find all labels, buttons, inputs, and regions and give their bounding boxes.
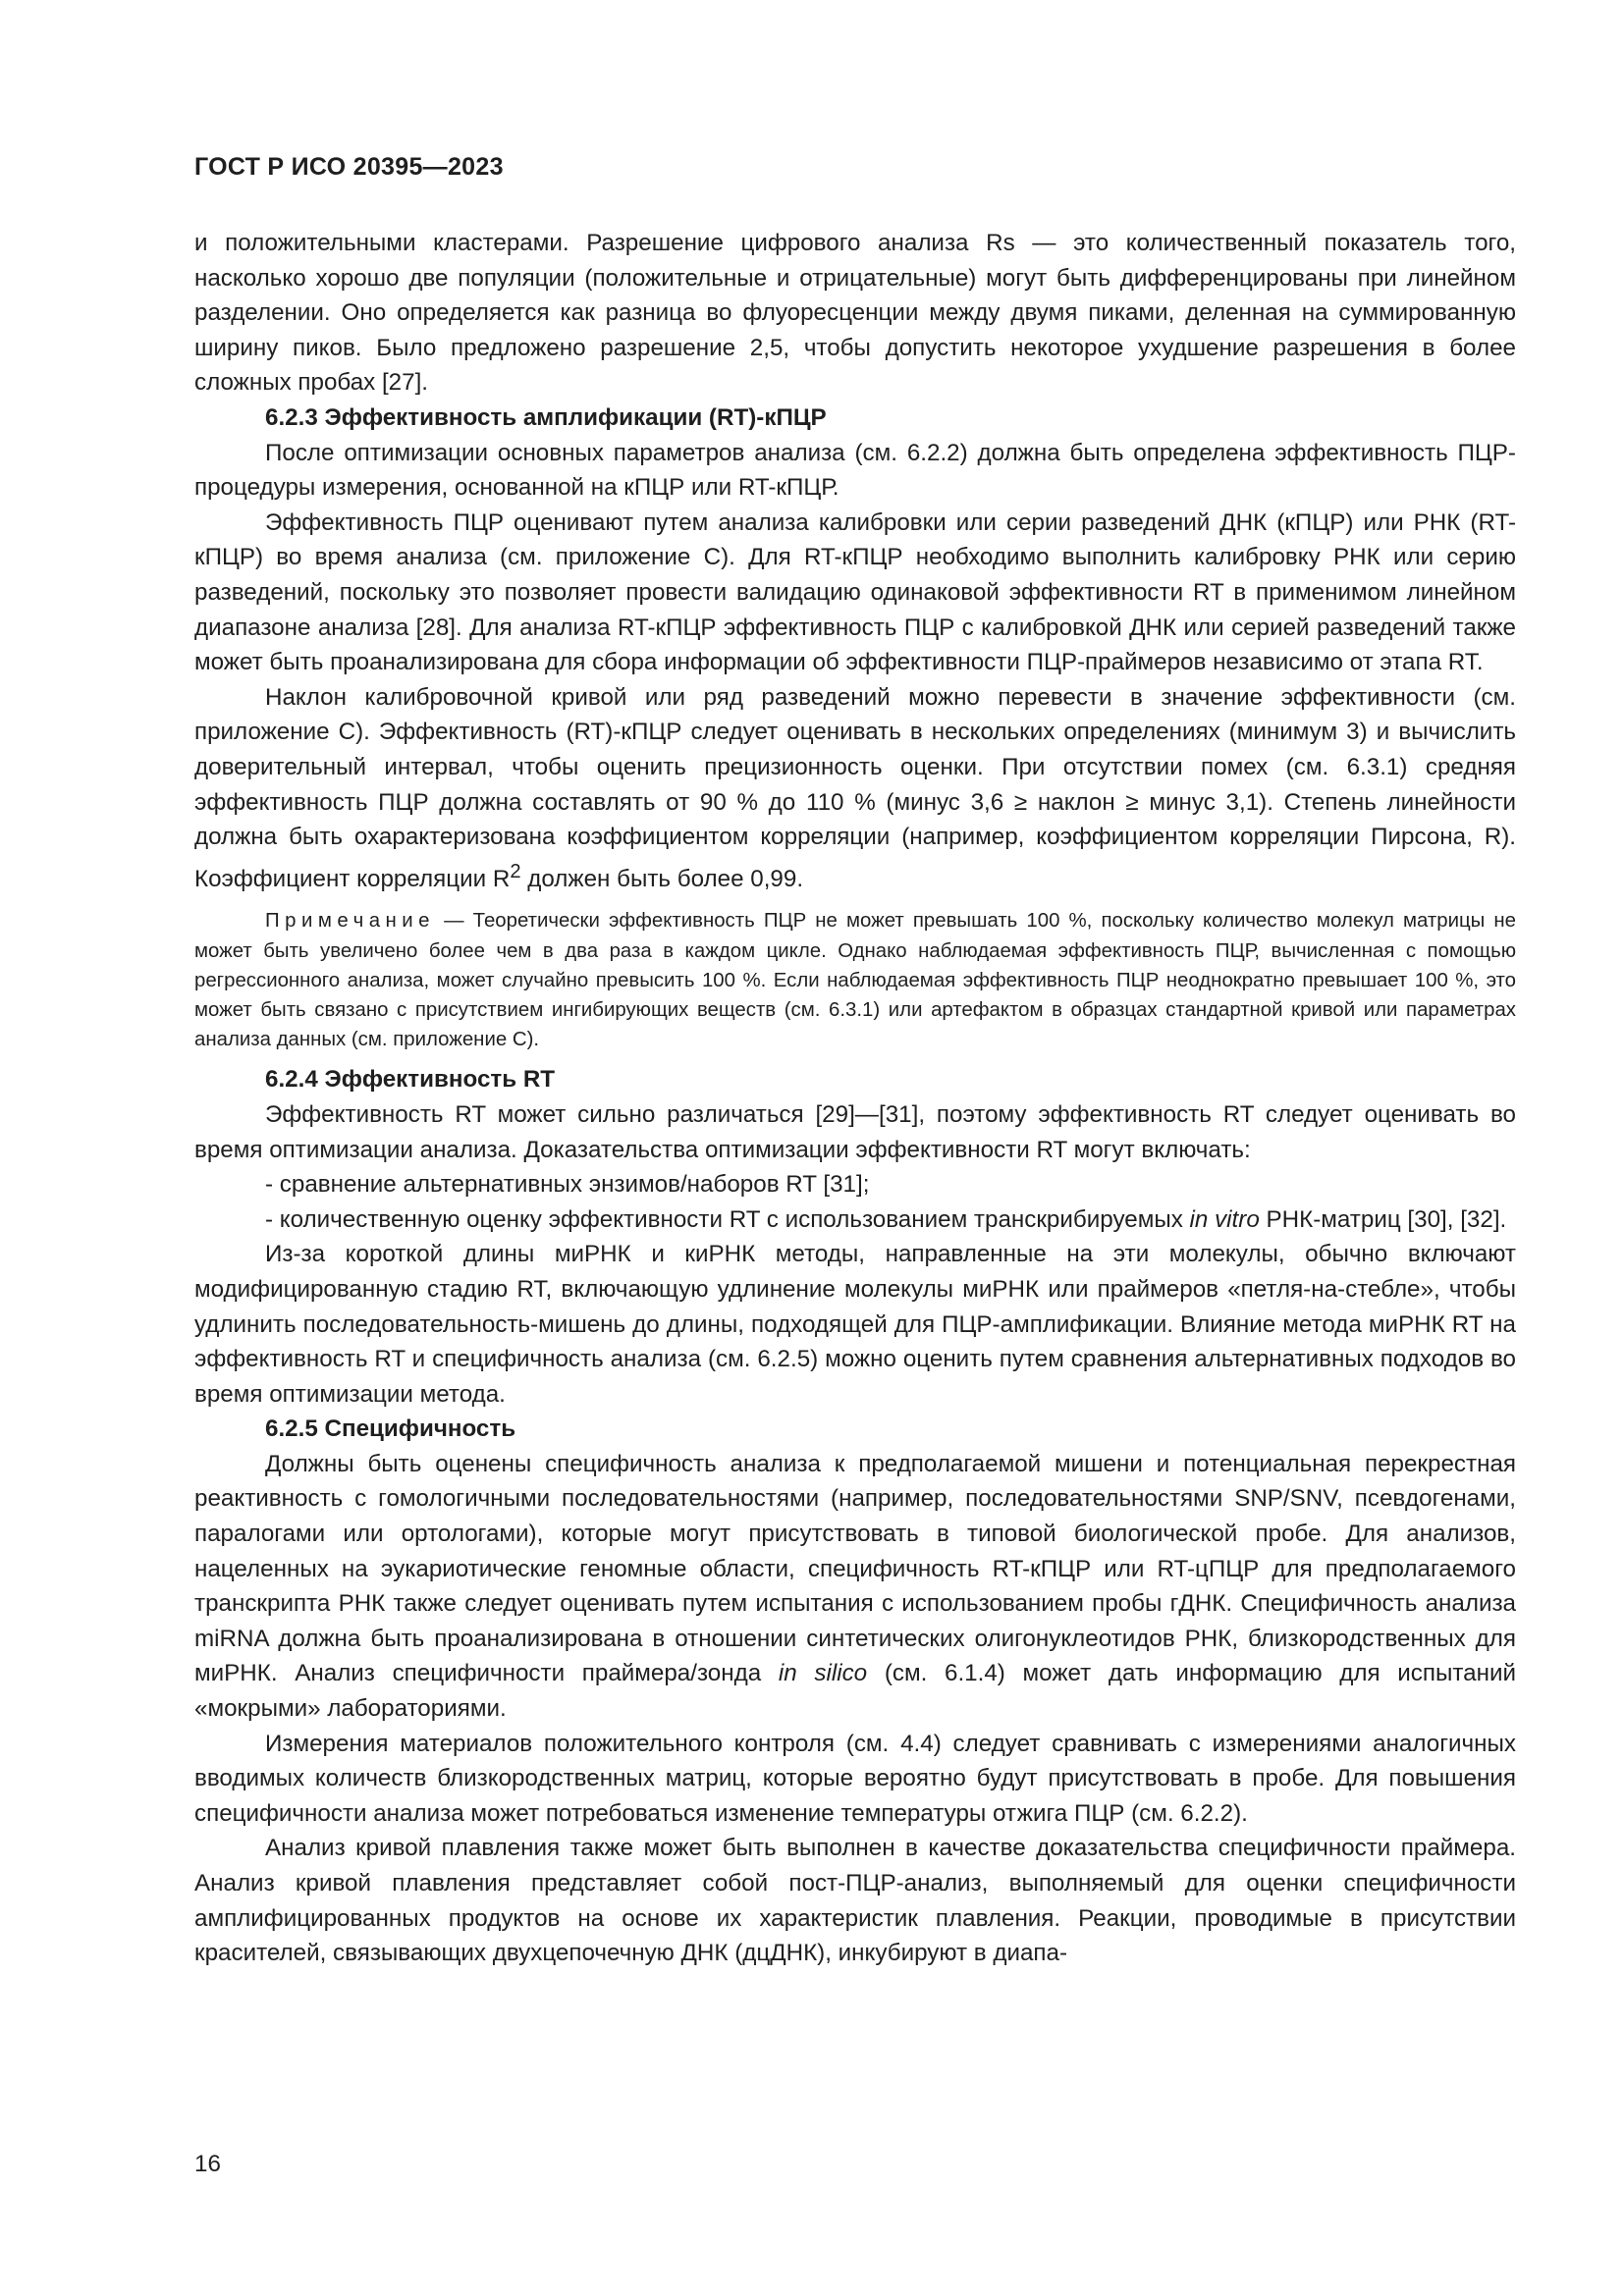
section-heading-6-2-4: 6.2.4 Эффективность RT <box>265 1066 556 1094</box>
paragraph-6-2-3-1: После оптимизации основных параметров анализа (см. 6.2.2) должна быть определена эффективность ПЦР-процедуры измерения, основанной на кПЦР или RT-кПЦР. <box>194 439 1516 502</box>
note-block <box>194 906 1516 1054</box>
list-item-1: - сравнение альтернативных энзимов/наборов RT [31]; <box>265 1171 870 1199</box>
note-label: Примечание <box>265 910 436 933</box>
paragraph-6-2-5-1-text-b: (см. 6.1.4) может дать информацию для испытаний «мокрыми» лабораториями. <box>194 1660 1517 1723</box>
paragraph-6-2-3-2: Эффективность ПЦР оценивают путем анализа калибровки или серии разведений ДНК (кПЦР) или РНК (RT-кПЦР) во время анализа (см. приложение С). Для RT-кПЦР необходимо выполнить калибровку РНК или серию разведений, поскольку это позволяет провести валидацию одинаковой эффективности RT в применимом линейном диапазоне анализа [28]. Для анализа RT-кПЦР эффективность ПЦР с калибровкой ДНК или серией разведений также может быть проанализирована для сбора информации об эффективности ПЦР-праймеров независимо от этапа RT. <box>194 508 1516 676</box>
list-item-2-italic: in vitro <box>1189 1205 1260 1233</box>
paragraph-6-2-3-3 <box>194 680 1516 897</box>
note-text: — Теоретически эффективность ПЦР не может превышать 100 %, поскольку количество молекул матрицы не может быть увеличено более чем в два раза в каждом цикле. Однако наблюдаемая эффективность ПЦР, вычисленная с помощью регрессионного анализа, может случайно превысить 100 %. Если наблюдаемая эффективность ПЦР неоднократно превышает 100 %, это может быть связано с присутствием ингибирующих веществ (см. 6.3.1) или артефактом в образцах стандартной кривой или параметрах анализа данных (см. приложение С). <box>194 910 1516 1051</box>
paragraph-6-2-5-1-italic: in silico <box>778 1660 868 1687</box>
list-item-2-text-a: - количественную оценку эффективности RT с использованием транскрибируемых <box>265 1205 1190 1233</box>
list-item-2-text-b: РНК-матриц [30], [32]. <box>1259 1205 1507 1233</box>
section-heading-6-2-3: 6.2.3 Эффективность амплификации (RT)-кПЦР <box>265 403 827 431</box>
superscript-2: 2 <box>510 860 521 882</box>
page-number: 16 <box>194 2151 221 2177</box>
document-body <box>194 226 1516 1971</box>
paragraph-6-2-3-3-end: должен быть более 0,99. <box>520 865 804 892</box>
list-item-2 <box>194 1202 1516 1238</box>
paragraph-6-2-5-1 <box>194 1447 1516 1727</box>
standard-header-title: ГОСТ Р ИСО 20395—2023 <box>194 153 504 181</box>
paragraph-6-2-5-3: Анализ кривой плавления также может быть выполнен в качестве доказательства специфичности праймера. Анализ кривой плавления представляет собой пост-ПЦР-анализ, выполняемый для оценки специфичности амплифицированных продуктов на основе их характеристик плавления. Реакции, проводимые в присутствии красителей, связывающих двухцепочечную ДНК (дцДНК), инкубируют в диапа- <box>194 1835 1516 1967</box>
paragraph-6-2-5-2: Измерения материалов положительного контроля (см. 4.4) следует сравнивать с измерениями аналогичных вводимых количеств близкородственных матриц, которые вероятно будут присутствовать в пробе. Для повышения специфичности анализа может потребоваться изменение температуры отжига ПЦР (см. 6.2.2). <box>194 1730 1516 1827</box>
section-heading-6-2-5: 6.2.5 Специфичность <box>265 1415 516 1443</box>
paragraph-6-2-4-2: Из-за короткой длины миРНК и киРНК методы, направленные на эти молекулы, обычно включают модифицированную стадию RT, включающую удлинение молекулы миРНК или праймеров «петля-на-стебле», чтобы удлинить последовательность-мишень до длины, подходящей для ПЦР-амплификации. Влияние метода миРНК RT на эффективность RT и специфичность анализа (см. 6.2.5) можно оценить путем сравнения альтернативных подходов во время оптимизации метода. <box>194 1241 1516 1408</box>
paragraph-6-2-4-1: Эффективность RT может сильно различаться [29]—[31], поэтому эффективность RT следует оценивать во время оптимизации анализа. Доказательства оптимизации эффективности RT могут включать: <box>194 1100 1516 1163</box>
paragraph-6-2-3-3-text: Наклон калибровочной кривой или ряд разведений можно перевести в значение эффективности (см. приложение С). Эффективность (RT)-кПЦР следует оценивать в нескольких определениях (минимум 3) и вычислить доверительный интервал, чтобы оценить прецизионность оценки. При отсутствии помех (см. 6.3.1) средняя эффективность ПЦР должна составлять от 90 % до 110 % (минус 3,6 ≥ наклон ≥ минус 3,1). Степень линейности должна быть охарактеризована коэффициентом корреляции (например, коэффициентом корреляции Пирсона, R). Коэффициент корреляции R <box>194 683 1516 892</box>
paragraph-6-2-5-1-text-a: Должны быть оценены специфичность анализа к предполагаемой мишени и потенциальная перекрестная реактивность с гомологичными последовательностями (например, последовательностями SNP/SNV, псевдогенами, паралогами или ортологами), которые могут присутствовать в типовой биологической пробе. Для анализов, нацеленных на эукариотические геномные области, специфичность RT-кПЦР или RT-цПЦР для предполагаемого транскрипта РНК также следует оценивать путем испытания с использованием пробы гДНК. Специфичность анализа miRNA должна быть проанализирована в отношении синтетических олигонуклеотидов РНК, близкородственных для миРНК. Анализ специфичности праймера/зонда <box>194 1450 1516 1687</box>
paragraph-intro: и положительными кластерами. Разрешение цифрового анализа Rs — это количественный показатель того, насколько хорошо две популяции (положительные и отрицательные) могут быть дифференцированы при линейном разделении. Оно определяется как разница во флуоресценции между двумя пиками, деленная на суммированную ширину пиков. Было предложено разрешение 2,5, чтобы допустить некоторое ухудшение разрешения в более сложных пробах [27]. <box>194 230 1516 397</box>
